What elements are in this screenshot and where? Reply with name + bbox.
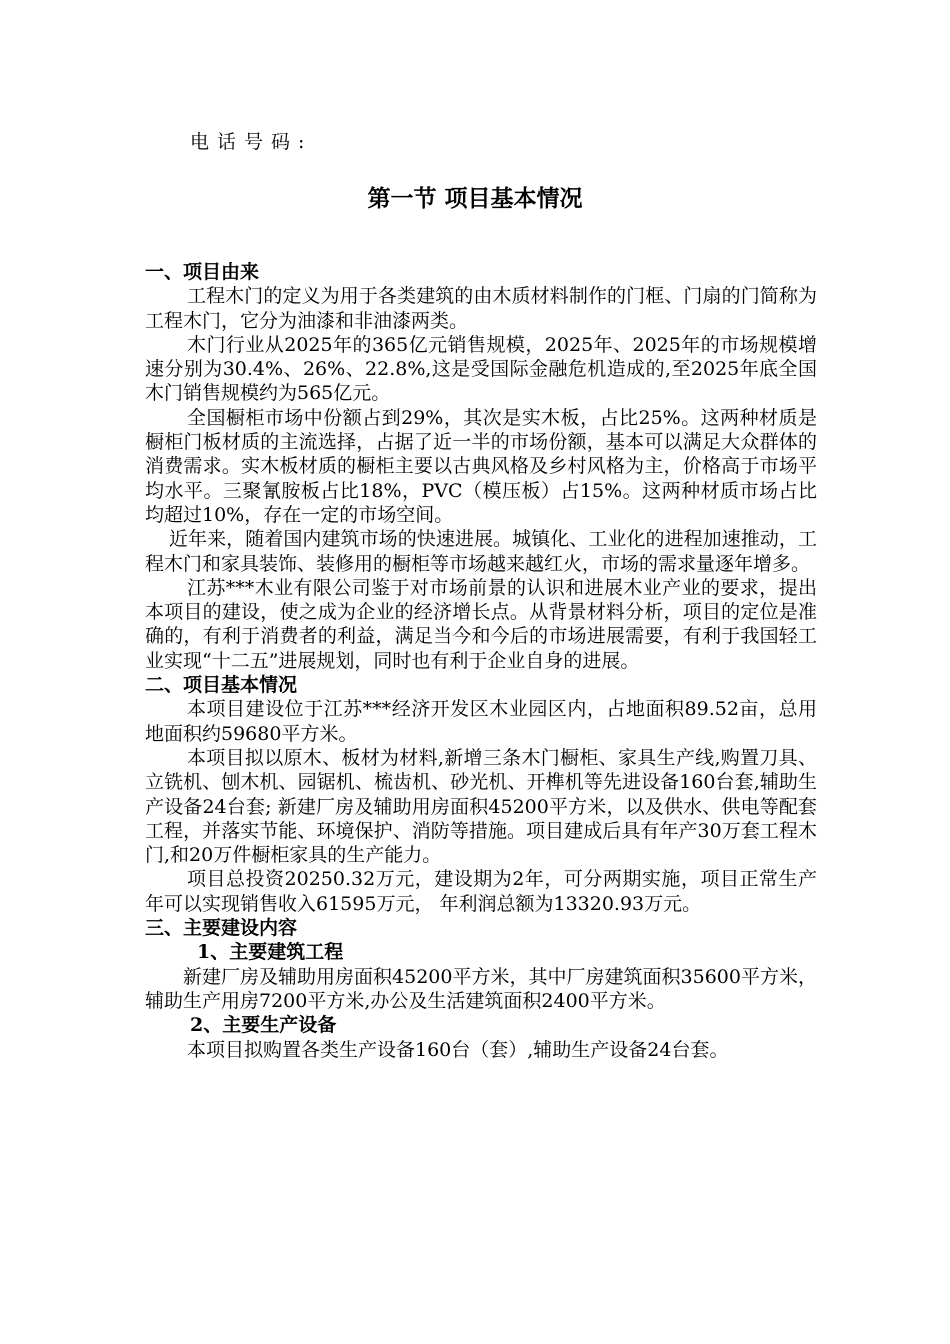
paragraph-equipment: 本项目拟购置各类生产设备160台（套）,辅助生产设备24台套。 <box>187 1038 729 1061</box>
paragraph-origin-4: 近年来，随着国内建筑市场的快速进展。城镇化、工业化的进程加速推动，工程木门和家具装饰、装修用的橱柜等市场越来越红火，市场的需求量逐年增多。 <box>145 528 817 575</box>
subheading-equipment: 2、主要生产设备 <box>190 1014 337 1037</box>
paragraph-basic-2: 本项目拟以原木、板材为材料,新增三条木门橱柜、家具生产线,购置刀具、 立铣机、刨木机、园锯机、梳齿机、砂光机、开榫机等先进设备160台套,辅助生产设备24台套; 新建厂房及辅助用房面积45200平方米，以及供水、供电等配套工程，并落实节能、环境保护、消防等措施。项目建成后具有年产30万套工程木门,和20万件橱柜家具的生产能力。 <box>145 746 817 867</box>
paragraph-buildings: 新建厂房及辅助用房面积45200平方米，其中厂房建筑面积35600平方米，辅助生产用房7200平方米,办公及生活建筑面积2400平方米。 <box>145 965 817 1012</box>
section-title: 第一节 项目基本情况 <box>367 185 583 212</box>
heading-project-origin: 一、项目由来 <box>145 261 260 283</box>
paragraph-origin-5: 江苏***木业有限公司鉴于对市场前景的认识和进展木业产业的要求，提出本项目的建设，使之成为企业的经济增长点。从背景材料分析，项目的定位是准确的，有利于消费者的利益，满足当今和今后的市场进展需要，有利于我国轻工业实现“十二五”进展规划，同时也有利于企业自身的进展。 <box>145 576 817 672</box>
paragraph-origin-3: 全国橱柜市场中份额占到29%，其次是实木板，占比25%。这两种材质是橱柜门板材质的主流选择，占据了近一半的市场份额，基本可以满足大众群体的消费需求。实木板材质的橱柜主要以古典风格及乡村风格为主，价格高于市场平均水平。三聚氰胺板占比18%，PVC（模压板）占15%。这两种材质市场占比均超过10%，存在一定的市场空间。 <box>145 406 817 526</box>
paragraph-origin-2: 木门行业从2025年的365亿元销售规模，2025年、2025年的市场规模增速分别为30.4%、26%、22.8%,这是受国际金融危机造成的,至2025年底全国木门销售规模约为565亿元。 <box>145 333 817 405</box>
paragraph-basic-3: 项目总投资20250.32万元，建设期为2年，可分两期实施，项目正常生产年可以实现销售收入61595万元， 年利润总额为13320.93万元。 <box>145 868 817 915</box>
phone-label: 电话号码: <box>190 131 313 153</box>
paragraph-origin-1: 工程木门的定义为用于各类建筑的由木质材料制作的门框、门扇的门简称为工程木门，它分为油漆和非油漆两类。 <box>145 285 817 332</box>
document-body <box>145 260 817 1062</box>
paragraph-basic-1: 本项目建设位于江苏***经济开发区木业园区内，占地面积89.52亩，总用地面积约59680平方米。 <box>145 698 817 745</box>
subheading-buildings: 1、主要建筑工程 <box>197 941 344 964</box>
heading-construction: 三、主要建设内容 <box>145 917 298 940</box>
heading-project-basic: 二、项目基本情况 <box>145 674 298 697</box>
